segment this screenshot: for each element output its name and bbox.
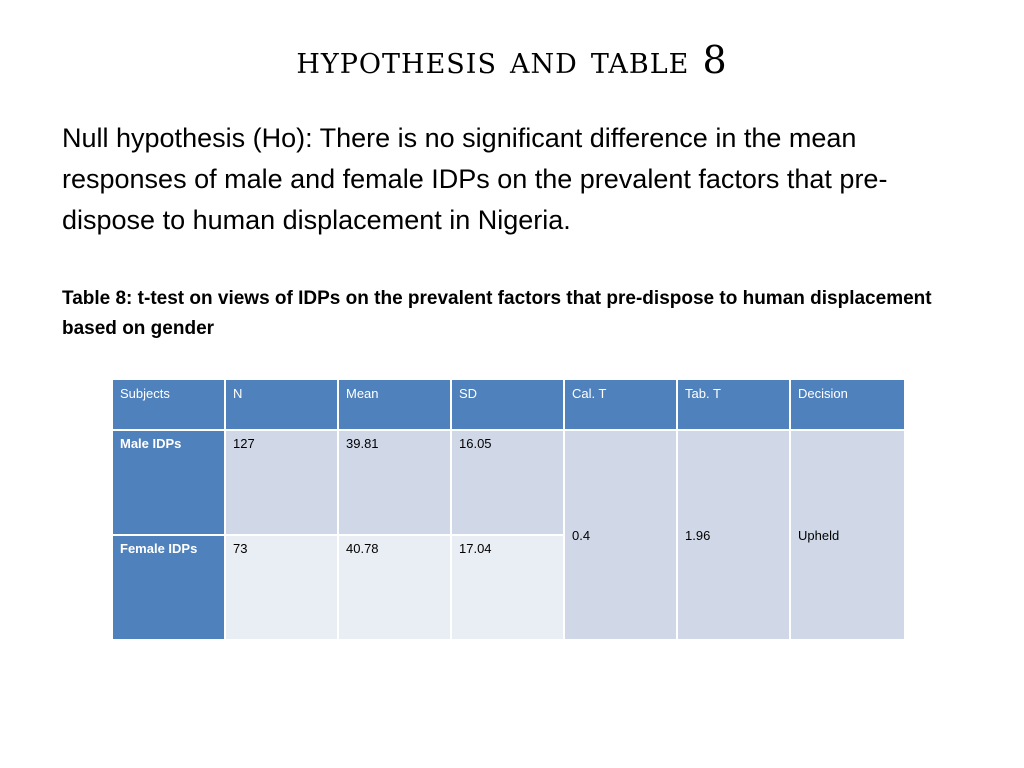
table-caption: Table 8: t-test on views of IDPs on the prevalent factors that pre-dispose to human displacement based on gender [62,288,932,339]
header-mean: Mean [338,379,451,430]
results-table-container [111,378,904,639]
slide-title: hypothesis and table 8 [296,38,728,82]
cell-subject-female: Female IDPs [112,535,225,640]
header-subjects: Subjects [112,379,225,430]
header-tab-t: Tab. T [677,379,790,430]
header-n: N [225,379,338,430]
header-sd: SD [451,379,564,430]
table-row-male [112,430,905,535]
t-test-table [111,378,906,641]
cell-mean-female: 40.78 [338,535,451,640]
table-header-row [112,379,905,430]
cell-sd-male: 16.05 [451,430,564,535]
cell-mean-male: 39.81 [338,430,451,535]
cell-sd-female: 17.04 [451,535,564,640]
cell-n-male: 127 [225,430,338,535]
cell-cal-t: 0.4 [564,430,677,640]
header-decision: Decision [790,379,905,430]
cell-tab-t: 1.96 [677,430,790,640]
header-cal-t: Cal. T [564,379,677,430]
cell-decision: Upheld [790,430,905,640]
null-hypothesis-text: Null hypothesis (Ho): There is no significant difference in the mean responses of male and female IDPs on the prevalent factors that pre-dispose to human displacement in Nigeria. [62,123,888,235]
cell-n-female: 73 [225,535,338,640]
cell-subject-male: Male IDPs [112,430,225,535]
